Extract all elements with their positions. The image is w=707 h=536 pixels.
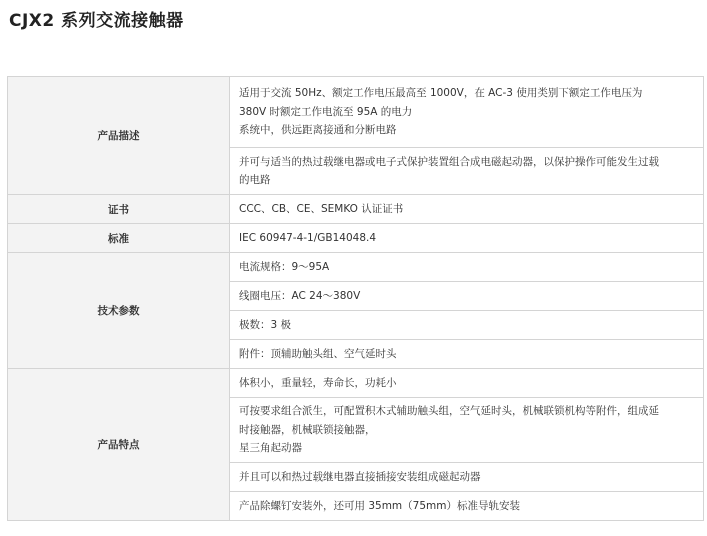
table-row (8, 369, 704, 398)
cell-text-line: 380V 时额定工作电流至 95A 的电力 (239, 105, 413, 118)
table-cell (230, 253, 704, 282)
table-cell (230, 195, 704, 224)
table-cell (230, 282, 704, 311)
cell-text-line: 极数：3 极 (239, 318, 292, 331)
cell-text-line: 体积小，重量轻，寿命长，功耗小 (239, 376, 397, 389)
table-row (8, 77, 704, 148)
table-row (8, 195, 704, 224)
table-row (8, 253, 704, 282)
cell-text-line: 附件：顶辅助触头组、空气延时头 (239, 347, 397, 360)
table-cell (230, 369, 704, 398)
cell-text-line: 电流规格：9～95A (239, 260, 330, 273)
cell-text-line: 系统中，供远距离接通和分断电路 (239, 124, 397, 137)
table-cell (230, 492, 704, 521)
table-cell (230, 398, 704, 463)
cell-text-line: 时接触器，机械联锁接触器， (239, 423, 376, 436)
table-row (8, 224, 704, 253)
cell-text-line: 星三角起动器 (239, 442, 302, 455)
cell-text-line: IEC 60947-4-1/GB14048.4 (239, 231, 377, 244)
page-title: CJX2 系列交流接触器 (9, 11, 184, 31)
row-label-technical-parameters: 技术参数 (8, 253, 230, 369)
cell-text-line: 产品除螺钉安装外，还可用 35mm（75mm）标准导轨安装 (239, 499, 520, 512)
table-cell (230, 77, 704, 148)
row-label-product-features: 产品特点 (8, 369, 230, 521)
cell-text-line: 并可与适当的热过载继电器或电子式保护装置组合成电磁起动器，以保护操作可能发生过载 (239, 155, 659, 168)
table-cell (230, 311, 704, 340)
table-cell (230, 340, 704, 369)
row-label-certificate: 证书 (8, 195, 230, 224)
cell-text-line: 并且可以和热过载继电器直接插接安装组成磁起动器 (239, 470, 481, 483)
cell-text-line: 线圈电压：AC 24～380V (239, 289, 361, 302)
spec-table (7, 76, 704, 521)
row-label-description: 产品描述 (8, 77, 230, 195)
table-cell (230, 463, 704, 492)
row-label-standard: 标准 (8, 224, 230, 253)
table-cell (230, 224, 704, 253)
cell-text-line: CCC、CB、CE、SEMKO 认证证书 (239, 202, 404, 215)
cell-text-line: 可按要求组合派生，可配置积木式辅助触头组，空气延时头，机械联锁机构等附件，组成延 (239, 405, 659, 418)
cell-text-line: 的电路 (239, 174, 271, 186)
table-cell (230, 148, 704, 195)
cell-text-line: 适用于交流 50Hz、额定工作电压最高至 1000V，在 AC-3 使用类别下额定工作电压为 (239, 87, 643, 100)
